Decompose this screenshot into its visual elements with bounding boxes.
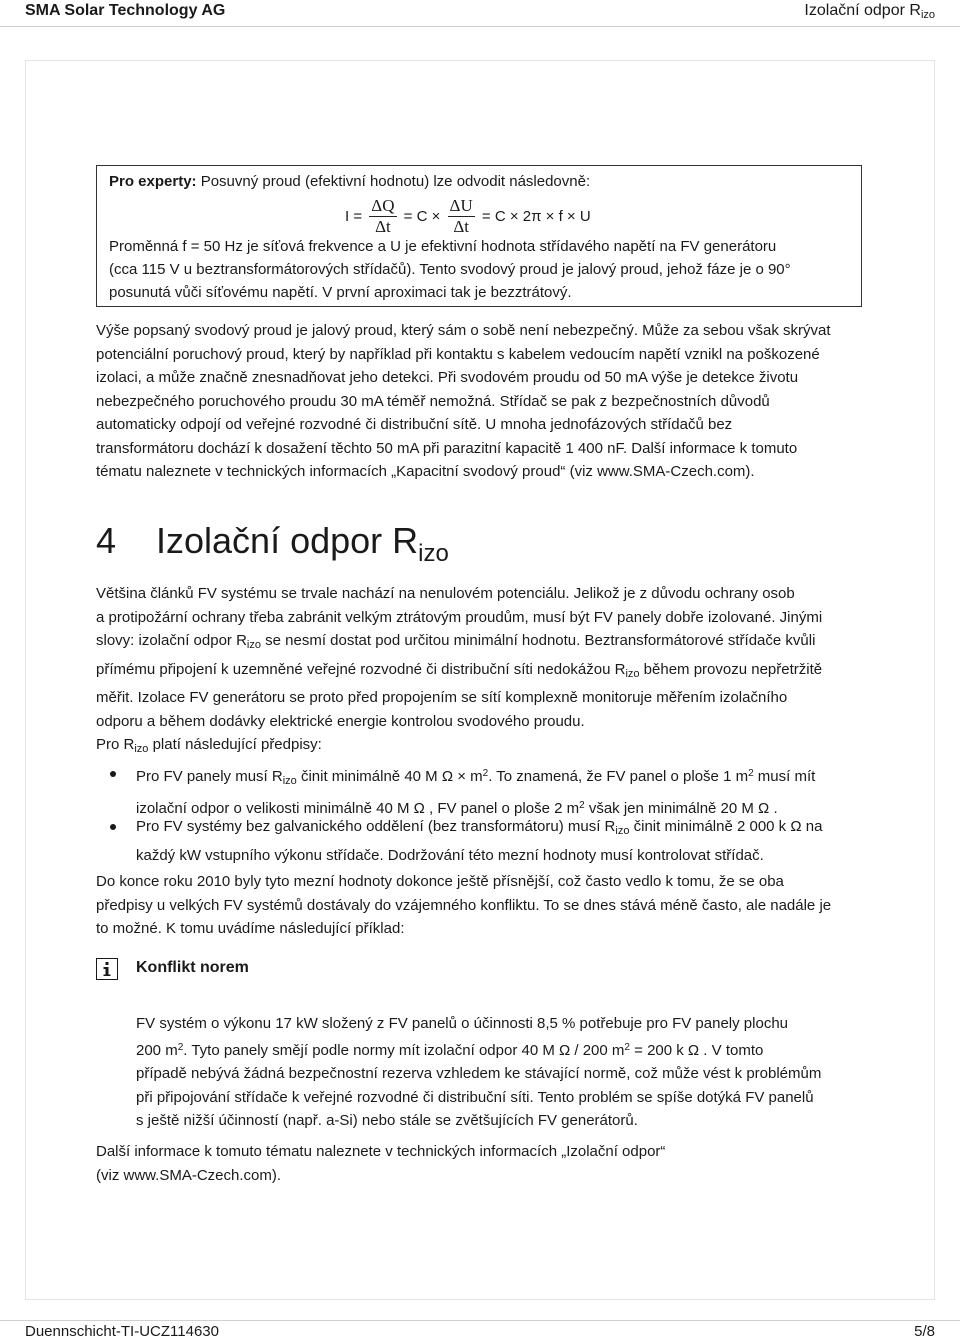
page-footer <box>0 1320 960 1344</box>
bullet-dot <box>110 824 116 830</box>
page-number: 5/8 <box>914 1323 935 1340</box>
info-title: Konflikt norem <box>136 959 249 976</box>
company-name: SMA Solar Technology AG <box>25 2 226 19</box>
page-header <box>0 0 960 27</box>
fraction-dq-dt: $\frac{\Delta Q}{\Delta t}$ <box>371 196 395 236</box>
section-heading: 4 Izolační odpor $R_{izo}$ <box>96 520 449 567</box>
bullet-dot <box>110 771 116 777</box>
expert-note-box <box>96 165 862 307</box>
expert-line: (cca 115 V u beztransformátorových střídačů). Tento svodový proud je jalový proud, jehož fáze je o 90° <box>109 261 791 278</box>
paragraph-rules-intro: Pro $R_{izo}$ platí následující předpisy: <box>96 736 322 755</box>
fraction-du-dt: $\frac{\Delta U}{\Delta t}$ <box>449 196 473 236</box>
document-id: Duennschicht-TI-UCZ114630 <box>25 1323 219 1340</box>
paragraph-more-info: Další informace k tomuto tématu naleznete v technických informacích „Izolační odpor“ (viz www.SMA-Czech.com). <box>96 1143 666 1184</box>
expert-intro: Pro experty: Posuvný proud (efektivní hodnotu) lze odvodit následovně: <box>109 173 591 190</box>
formula: I = $\frac{\Delta Q}{\Delta t}$ = C × $\frac{\Delta U}{\Delta t}$ = C × 2π × f × U <box>345 196 591 236</box>
info-icon <box>96 958 118 980</box>
expert-line: Proměnná f = 50 Hz je síťová frekvence a U je efektivní hodnota střídavého napětí na FV generátoru <box>109 238 777 255</box>
paragraph-insulation: Většina článků FV systému se trvale nachází na nenulovém potenciálu. Jelikož je z důvodu ochrany osob a protipožární ochrany třeba zabránit velkým ztrátovým proudům, musí být FV panely dobře izolované. Jinými slovy: izolační odpor $R_{izo}$ se nesmí dostat pod určitou minimální hodnotu. Beztransformátorové střídače kvůli přímému připojení k uzemněné veřejné rozvodné či distribuční síti nedokážou $R_{izo}$ během provozu nepřetržitě měřit. Izolace FV generátoru se proto před propojením se sítí komplexně monitoruje měřením izolačního odporu a během dodávky elektrické energie kontrolou svodového proudu. <box>96 585 823 730</box>
paragraph-history: Do konce roku 2010 byly tyto mezní hodnoty dokonce ještě přísnější, což často vedlo k tomu, že se oba předpisy u velkých FV systémů dostávaly do vzájemného konfliktu. To se dnes stává méně často, ale nadále je to možné. K tomu uvádíme následující příklad: <box>96 873 832 937</box>
expert-line: posunutá vůči síťovému napětí. V první aproximaci tak je bezztrátový. <box>109 284 572 301</box>
paragraph-leakage-current: Výše popsaný svodový proud je jalový proud, který sám o sobě není nebezpečný. Může za sebou však skrývat potenciální poruchový proud, který by například při kontaktu s kabelem vedoucím napětí vznikl na poškozené izolaci, a může značně znesnadňovat jeho detekci. Při svodovém proudu od 50 mA výše je detekce životu nebezpečného poruchového proudu 30 mA téměř nemožná. Střídač se pak z bezpečnostních důvodů automaticky odpojí od veřejné rozvodné či distribuční sítě. U mnoha jednofázových střídačů bez transformátoru dochází k dosažení těchto 50 mA při parazitní kapacitě 1 400 nF. Další informace k tomuto tématu naleznete v technických informacích „Kapacitní svodový proud“ (viz www.SMA-Czech.com). <box>96 322 831 480</box>
info-text: FV systém o výkonu 17 kW složený z FV panelů o účinnosti 8,5 % potřebuje pro FV panely plochu 200 $m^2$. Tyto panely smějí podle normy mít izolační odpor 40 M Ω / 200 $m^2 = 200$ k Ω . V tomto případě nebývá žádná bezpečnostní rezerva vzhledem ke stávající normě, což může vést k problémům při připojování střídače k veřejné rozvodné či distribuční síti. Tento problém se spíše dotýká FV panelů s ještě nižší účinností (např. a-Si) nebo stále se zvětšujících FV generátorů. <box>136 1015 822 1129</box>
header-title: Izolační odpor $R_{izo}$ <box>804 2 935 21</box>
